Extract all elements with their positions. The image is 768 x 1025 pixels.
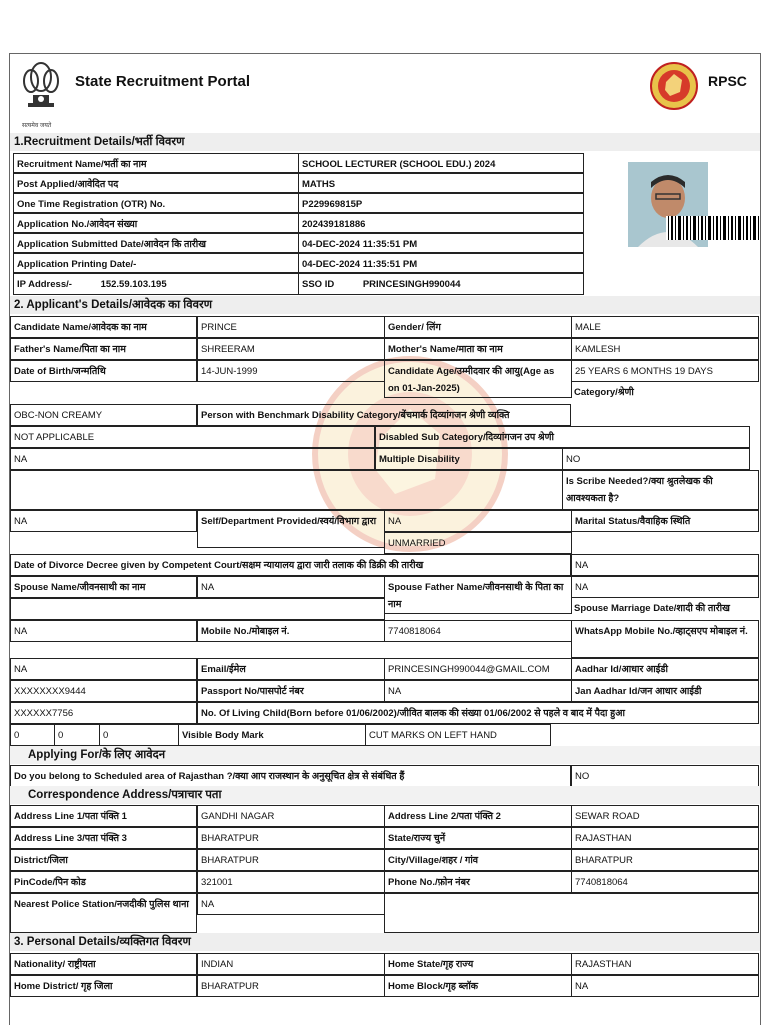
national-emblem-icon (18, 59, 64, 121)
jan-aadhar-value: XXXXXX7756 (10, 702, 197, 724)
divorce-value: NA (571, 554, 759, 576)
pincode-value: 321001 (197, 871, 385, 893)
body-mark-label: Visible Body Mark (178, 724, 366, 746)
address-spacer (384, 893, 759, 933)
father-name-label: Father's Name/पिता का नाम (10, 338, 197, 360)
pincode-label: PinCode/पिन कोड (10, 871, 197, 893)
state-value: RAJASTHAN (571, 827, 759, 849)
nationality-value: INDIAN (197, 953, 385, 975)
multiple-disability-label: Multiple Disability (375, 448, 563, 470)
sso-value: PRINCESINGH990044 (362, 279, 461, 290)
printing-label: Application Printing Date/- (13, 253, 299, 273)
sso-label: SSO ID (302, 279, 335, 290)
candidate-name-value: PRINCE (197, 316, 385, 338)
age-value: 25 YEARS 6 MONTHS 19 DAYS (571, 360, 759, 382)
living-child-label: No. Of Living Child(Born before 01/06/2002)/जीवित बालक की संख्या 01/06/2002 से पहले व बाद में पैदा हुआ (197, 702, 759, 724)
category-value: OBC-NON CREAMY (10, 404, 197, 426)
age-label: Candidate Age/उम्मीदवार की आयु(Age as on 01-Jan-2025) (384, 360, 572, 398)
state-label: State/राज्य चुनें (384, 827, 572, 849)
city-value: BHARATPUR (571, 849, 759, 871)
form-header (10, 54, 760, 133)
multiple-disability-value: NO (562, 448, 750, 470)
post-label: Post Applied/आवेदित पद (13, 173, 299, 193)
app-no-value: 202439181886 (298, 213, 584, 233)
address-line2-value: SEWAR ROAD (571, 805, 759, 827)
spouse-marriage-value: NA (10, 620, 197, 642)
home-block-label: Home Block/गृह ब्लॉक (384, 975, 572, 997)
passport-label: Passport No/पासपोर्ट नंबर (197, 680, 385, 702)
marital-label: Marital Status/वैवाहिक स्थिति (571, 510, 759, 532)
section-personal-details: 3. Personal Details/व्यक्तिगत विवरण (10, 933, 760, 951)
self-dept-label: Self/Department Provided/स्वयं/विभाग द्वारा (197, 510, 385, 548)
dob-label: Date of Birth/जन्मतिथि (10, 360, 197, 382)
spouse-name-value: NA (197, 576, 385, 598)
otr-value: P229969815P (298, 193, 584, 213)
phone-label: Phone No./फ़ोन नंबर (384, 871, 572, 893)
whatsapp-value: NA (10, 658, 197, 680)
home-state-label: Home State/गृह राज्य (384, 953, 572, 975)
submitted-value: 04-DEC-2024 11:35:51 PM (298, 233, 584, 253)
self-dept-value: NA (384, 510, 572, 532)
address-line3-label: Address Line 3/पता पंक्ति 3 (10, 827, 197, 849)
printing-value: 04-DEC-2024 11:35:51 PM (298, 253, 584, 273)
aadhar-label: Aadhar Id/आधार आईडी (571, 658, 759, 680)
ip-label: IP Address/- (17, 279, 72, 290)
scribe-value: NA (10, 510, 197, 532)
candidate-name-label: Candidate Name/आवेदक का नाम (10, 316, 197, 338)
scribe-label: Is Scribe Needed?/क्या श्रुतलेखक की आवश्यकता है? (562, 470, 759, 510)
passport-value: NA (384, 680, 572, 702)
submitted-label: Application Submitted Date/आवेदन कि तारीख (13, 233, 299, 253)
whatsapp-label: WhatsApp Mobile No./व्हाट्सएप मोबाइल नं. (571, 620, 759, 658)
mother-name-label: Mother's Name/माता का नाम (384, 338, 572, 360)
home-district-label: Home District/ गृह जिला (10, 975, 197, 997)
dob-value: 14-JUN-1999 (197, 360, 385, 382)
divorce-label: Date of Divorce Decree given by Competent Court/सक्षम न्यायालय द्वारा जारी तलाक की डिक्री की तारीख (10, 554, 571, 576)
scheduled-area-label: Do you belong to Scheduled area of Rajasthan ?/क्या आप राजस्थान के अनुसूचित क्षेत्र से संबंधित हैं (10, 765, 571, 787)
address-line1-label: Address Line 1/पता पंक्ति 1 (10, 805, 197, 827)
district-value: BHARATPUR (197, 849, 385, 871)
spouse-marriage-label: Spouse Marriage Date/शादी की तारीख (574, 603, 730, 614)
child-count-a: 0 (10, 724, 55, 746)
body-mark-value: CUT MARKS ON LEFT HAND (365, 724, 551, 746)
address-line1-value: GANDHI NAGAR (197, 805, 385, 827)
app-no-label: Application No./आवेदन संख्या (13, 213, 299, 233)
gender-value: MALE (571, 316, 759, 338)
mother-name-value: KAMLESH (571, 338, 759, 360)
ip-value: 152.59.103.195 (100, 279, 167, 290)
marital-value: UNMARRIED (384, 532, 572, 554)
email-value: PRINCESINGH990044@GMAIL.COM (384, 658, 572, 680)
recruitment-name-value: SCHOOL LECTURER (SCHOOL EDU.) 2024 (298, 153, 584, 173)
spouse-father-label: Spouse Father Name/जीवनसाथी के पिता का नाम (384, 576, 572, 614)
otr-label: One Time Registration (OTR) No. (13, 193, 299, 213)
scheduled-area-value: NO (571, 765, 759, 787)
mobile-label: Mobile No./मोबाइल नं. (197, 620, 385, 642)
emblem-caption: सत्यमेव जयते (22, 123, 52, 129)
scribe-spacer (10, 470, 563, 510)
home-state-value: RAJASTHAN (571, 953, 759, 975)
address-line3-value: BHARATPUR (197, 827, 385, 849)
rpsc-text: RPSC (708, 73, 747, 89)
nationality-label: Nationality/ राष्ट्रीयता (10, 953, 197, 975)
section-recruitment-details: 1.Recruitment Details/भर्ती विवरण (10, 133, 760, 151)
pwbd-label: Person with Benchmark Disability Category/बेंचमार्क दिव्यांगजन श्रेणी व्यक्ति (197, 404, 571, 426)
ip-row (13, 273, 299, 295)
child-count-b: 0 (54, 724, 100, 746)
police-station-value: NA (197, 893, 385, 915)
child-count-c: 0 (99, 724, 179, 746)
section-applicant-details: 2. Applicant's Details/आवेदक का विवरण (10, 296, 760, 314)
rpsc-logo-icon (650, 60, 698, 112)
recruitment-name-label: Recruitment Name/भर्ती का नाम (13, 153, 299, 173)
category-label: Category/श्रेणी (574, 387, 634, 398)
spouse-father-value: NA (571, 576, 759, 598)
portal-title: State Recruitment Portal (75, 73, 251, 90)
section-applying-for: Applying For/के लिए आवेदन (10, 746, 760, 764)
sso-row (298, 273, 584, 295)
disabled-sub-value: NA (10, 448, 375, 470)
email-label: Email/ईमेल (197, 658, 385, 680)
home-block-value: NA (571, 975, 759, 997)
spouse-name-label: Spouse Name/जीवनसाथी का नाम (10, 576, 197, 598)
disabled-sub-label: Disabled Sub Category/दिव्यांगजन उप श्रेणी (375, 426, 750, 448)
application-form (9, 53, 761, 1025)
district-label: District/जिला (10, 849, 197, 871)
aadhar-value: XXXXXXXX9444 (10, 680, 197, 702)
father-name-value: SHREERAM (197, 338, 385, 360)
city-label: City/Village/शहर / गांव (384, 849, 572, 871)
pwbd-value: NOT APPLICABLE (10, 426, 375, 448)
post-value: MATHS (298, 173, 584, 193)
home-district-value: BHARATPUR (197, 975, 385, 997)
barcode-icon (666, 216, 761, 240)
phone-value: 7740818064 (571, 871, 759, 893)
mobile-value: 7740818064 (384, 620, 572, 642)
gender-label: Gender/ लिंग (384, 316, 572, 338)
spouse-spacer (10, 598, 385, 620)
address-line2-label: Address Line 2/पता पंक्ति 2 (384, 805, 572, 827)
jan-aadhar-label: Jan Aadhar Id/जन आधार आईडी (571, 680, 759, 702)
section-correspondence: Correspondence Address/पत्राचार पता (10, 786, 760, 804)
police-station-label: Nearest Police Station/नजदीकी पुलिस थाना (10, 893, 197, 933)
